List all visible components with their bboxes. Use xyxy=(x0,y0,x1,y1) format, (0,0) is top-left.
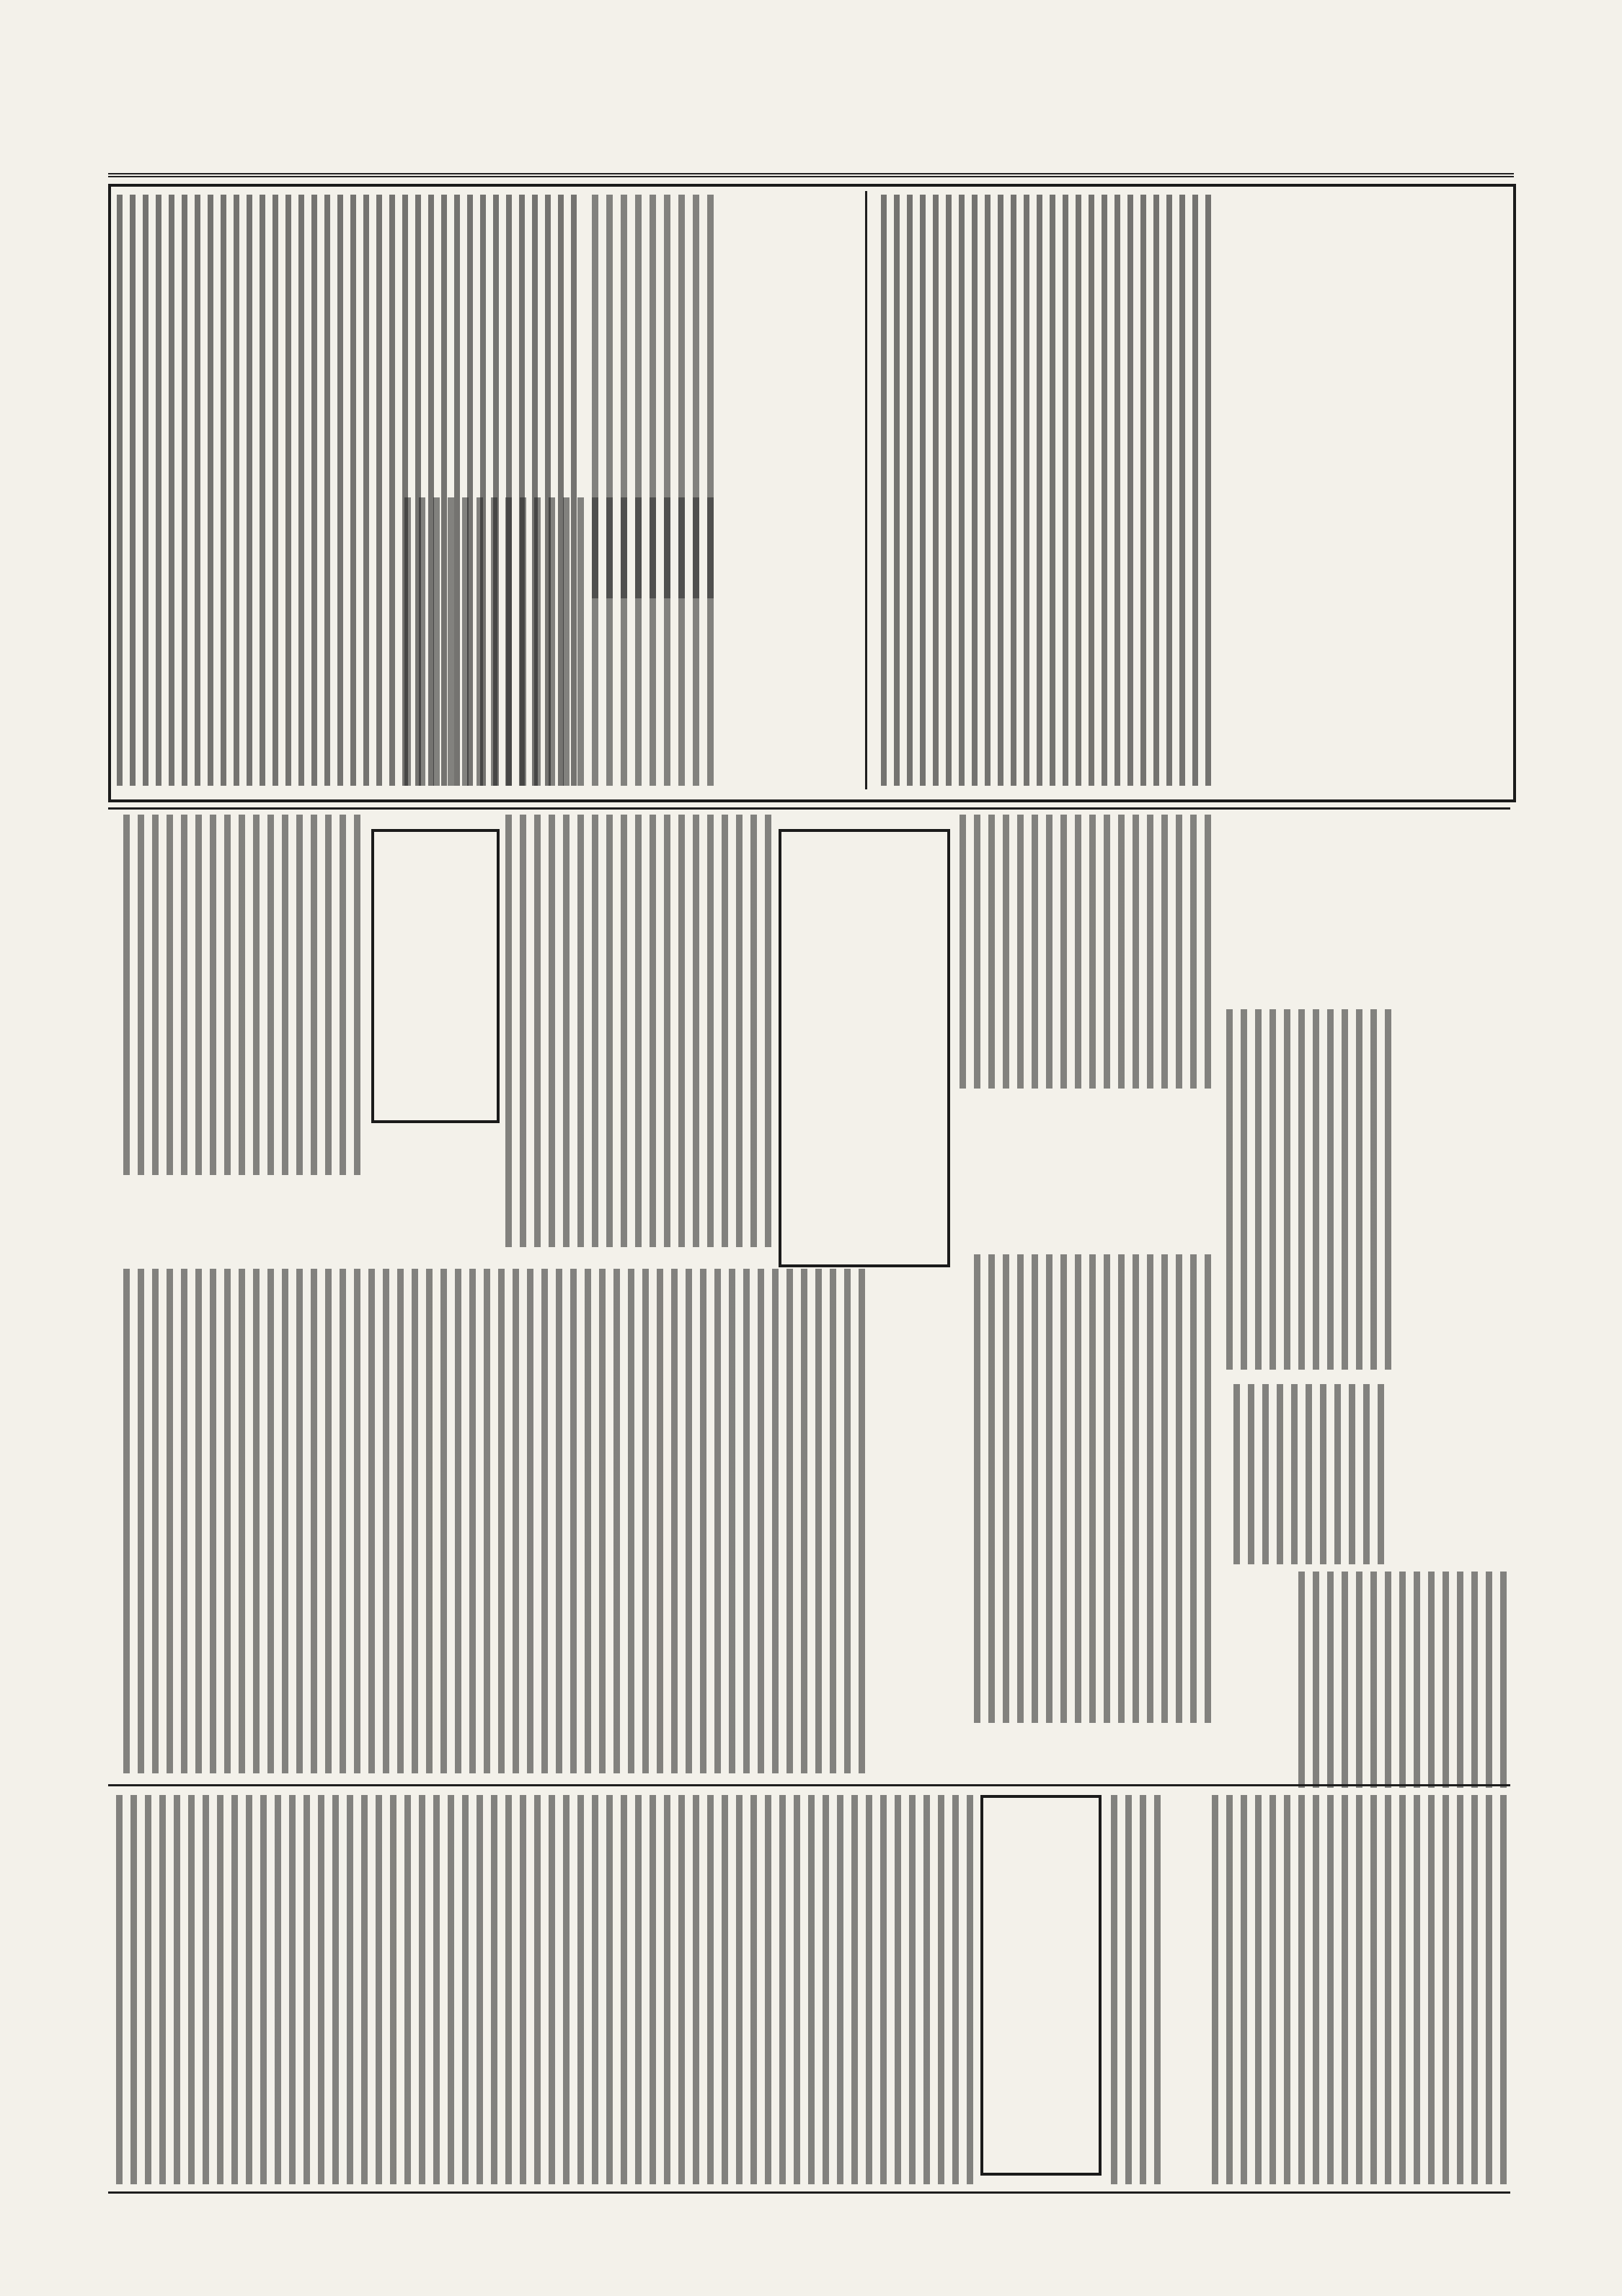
weekly-war-box xyxy=(371,829,500,1123)
section-rule xyxy=(108,1784,1510,1786)
article-body xyxy=(1298,1572,1507,1788)
article-body xyxy=(505,815,771,1247)
article-body xyxy=(115,1795,973,2184)
masthead xyxy=(108,87,1514,177)
section-rule xyxy=(108,807,1510,810)
article-body xyxy=(115,815,360,1175)
main-headline xyxy=(1226,202,1514,793)
article-body xyxy=(115,1269,865,1773)
article-body xyxy=(876,195,1211,786)
section-rule xyxy=(108,2191,1510,2194)
article-body xyxy=(1226,1384,1384,1564)
central-memorial-box xyxy=(779,829,950,1267)
article-body xyxy=(1226,1009,1391,1370)
column-rule xyxy=(865,191,867,789)
article-body xyxy=(952,815,1211,1089)
today-news-box xyxy=(980,1795,1102,2176)
article-body xyxy=(1103,1795,1161,2184)
article-body xyxy=(1211,1795,1507,2184)
article-body xyxy=(966,1254,1211,1723)
article-body xyxy=(115,195,577,786)
newspaper-title xyxy=(642,87,973,167)
